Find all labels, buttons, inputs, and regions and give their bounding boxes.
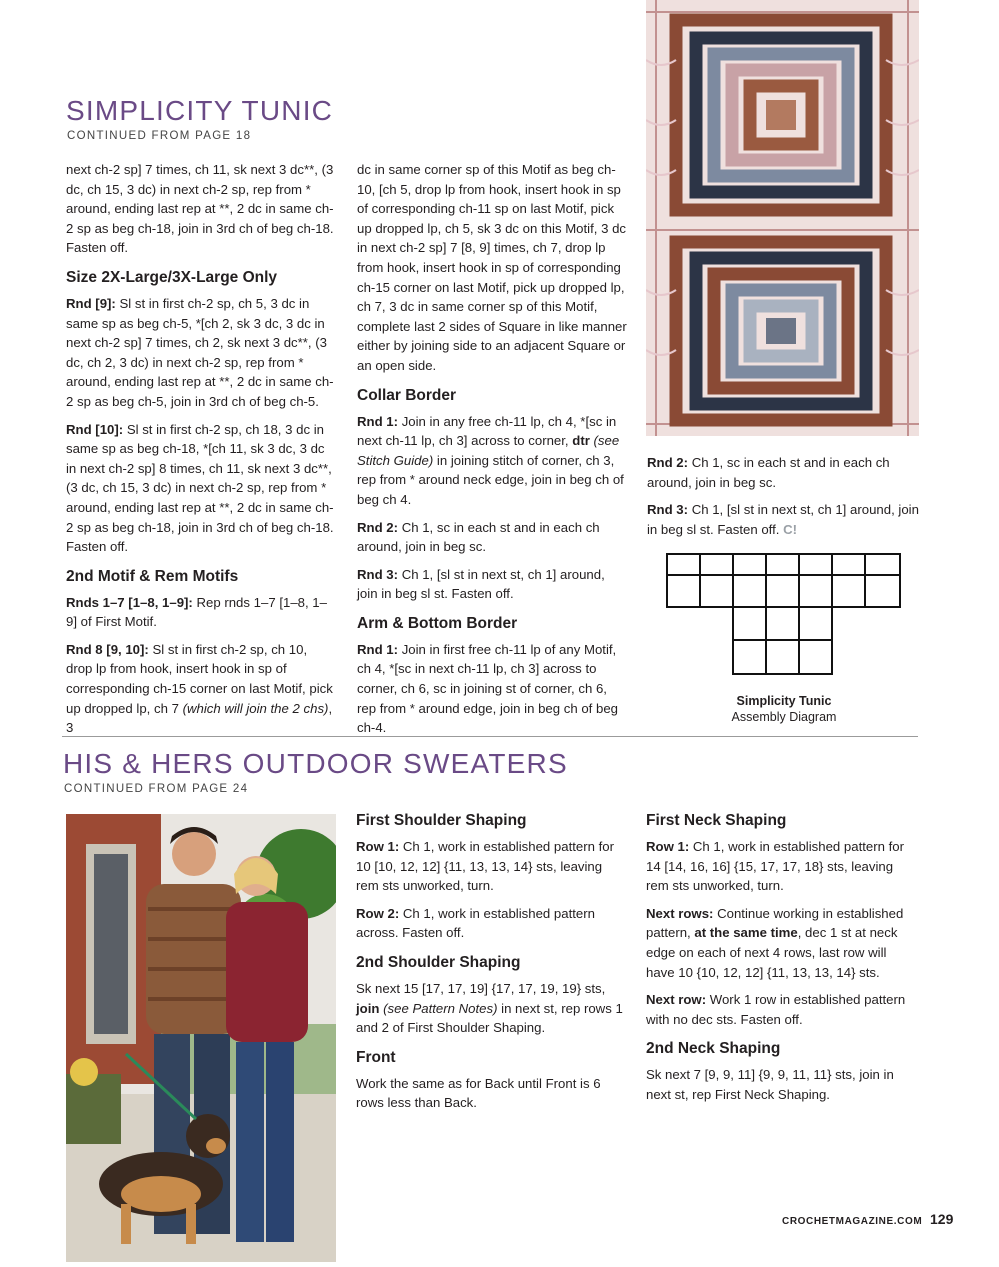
paragraph: next ch-2 sp] 7 times, ch 11, sk next 3 dc**, (3 dc, ch 15, 3 dc) in next ch-2 sp, rep from * around, ending last rep at **, 2 dc in same ch-2 sp as beg ch-18, join in 3rd ch of beg ch-18. Fasten off.: [66, 162, 334, 256]
instruction-bold: at the same time: [694, 925, 798, 941]
instruction-label: Rnd [9]:: [66, 295, 116, 311]
instruction-text: Sl st in first ch-2 sp, ch 18, 3 dc in same sp as beg ch-18, *[ch 11, sk 3 dc, 3 dc in next ch-2 sp] 8 times, ch 11, sk next 3 dc**, (3 dc, ch 15, 3 dc) in next ch-2 sp, rep from * around, ending last rep at **, 2 dc in same ch-2 sp as beg ch-18, join in 3rd ch of beg ch-18. Fasten off.: [66, 421, 334, 555]
paragraph: [646, 904, 918, 982]
instruction-text: Sk next 15 [17, 17, 19] {17, 17, 19, 19} sts,: [356, 980, 606, 996]
instruction-text: Ch 1, work in established pattern across. Fasten off.: [356, 905, 595, 941]
diagram-square: [666, 574, 701, 608]
instruction-bold: join: [356, 1000, 380, 1016]
instruction-text: in joining stitch of corner, ch 3, rep from * around neck edge, join in beg ch of beg ch 4.: [357, 452, 624, 507]
diagram-square: [831, 574, 866, 608]
section-heading: Arm & Bottom Border: [357, 614, 518, 632]
diagram-caption: [666, 693, 902, 725]
instruction-label: Rnd 3:: [647, 502, 689, 518]
paragraph: dc in same corner sp of this Motif as beg ch-10, [ch 5, drop lp from hook, insert hook in sp of corresponding ch-11 sp on last Motif, pick up dropped lp, ch 5, sk 3 dc on this Motif, 3 dc in next ch-2 sp] 7 [8, 9] times, ch 7, drop lp from hook, insert hook in sp of corresponding ch-15 corner on last Motif, pick up dropped lp, ch 7, 3 dc in same corner sp of this Motif, complete last 2 sides of Square in like manner either by joining side to an adjacent Square or an open side.: [357, 162, 627, 373]
paragraph: [357, 565, 627, 604]
instruction-label: Rnd 3:: [357, 566, 399, 582]
instruction-text: , 3: [66, 700, 333, 736]
section-heading: 2nd Motif & Rem Motifs: [66, 567, 239, 585]
diagram-square: [798, 553, 833, 576]
diagram-square: [831, 553, 866, 576]
paragraph: [356, 979, 628, 1038]
assembly-diagram: [666, 553, 904, 677]
instruction-text: Ch 1, [sl st in next st, ch 1] around, join in beg sl st. Fasten off.: [647, 502, 919, 537]
diagram-square: [798, 574, 833, 608]
instruction-label: Rnd [10]:: [66, 421, 124, 437]
magazine-end-mark: C!: [783, 521, 798, 537]
instruction-label: Next row:: [646, 992, 707, 1008]
paragraph: [66, 420, 336, 557]
paragraph: Sk next 7 [9, 9, 11] {9, 9, 11, 11} sts, join in next st, rep First Neck Shaping.: [646, 1067, 894, 1102]
instruction-text: Sl st in first ch-2 sp, ch 10, drop lp from hook, insert hook in sp of corresponding ch-15 corner on last Motif, pick up dropped lp, ch 7: [66, 641, 333, 716]
diagram-caption-subtitle: Assembly Diagram: [731, 710, 837, 724]
section-heading: First Neck Shaping: [646, 812, 787, 829]
diagram-square: [765, 574, 800, 608]
paragraph: [357, 518, 627, 557]
instruction-italic: (see Stitch Guide): [357, 433, 620, 468]
tunic-continued-note: CONTINUED FROM PAGE 18: [67, 130, 252, 142]
instruction-text: Join in any free ch-11 lp, ch 4, *[sc in next ch-11 lp, ch 3] across to corner,: [357, 413, 617, 449]
sweaters-column-3: [646, 811, 918, 1113]
sweaters-column-2: [356, 811, 628, 1121]
diagram-square: [765, 553, 800, 576]
instruction-italic: (which will join the 2 chs): [182, 700, 329, 716]
diagram-square: [765, 639, 800, 675]
instruction-label: Next rows:: [646, 905, 714, 921]
tunic-column-1: [66, 160, 336, 746]
diagram-square: [732, 574, 767, 608]
paragraph: [646, 990, 918, 1029]
instruction-label: Row 2:: [356, 905, 400, 921]
diagram-square: [864, 553, 901, 576]
section-divider: [62, 736, 918, 737]
diagram-square: [732, 553, 767, 576]
paragraph: [356, 837, 628, 896]
instruction-label: Rnd 2:: [647, 455, 689, 470]
sweaters-continued-note: CONTINUED FROM PAGE 24: [64, 783, 249, 795]
instruction-label: Rnd 8 [9, 10]:: [66, 641, 149, 657]
diagram-square: [732, 639, 767, 675]
tunic-column-2: [357, 160, 627, 746]
diagram-square: [798, 639, 833, 675]
paragraph: [647, 453, 922, 492]
diagram-square: [699, 553, 734, 576]
crochet-motif-photo: [646, 0, 919, 436]
instruction-text: , dec 1 st at neck edge on each of next 4 rows, last row will have 10 {10, 12, 12] {11, 13, 13, 14} sts.: [646, 925, 898, 980]
instruction-text: Ch 1, sc in each st and in each ch around, join in beg sc.: [357, 519, 600, 555]
instruction-italic: (see Pattern Notes): [383, 1000, 498, 1016]
section-heading: Size 2X-Large/3X-Large Only: [66, 268, 278, 286]
instruction-text: in next st, rep rows 1 and 2 of First Shoulder Shaping.: [356, 1000, 623, 1036]
tunic-section-title: SIMPLICITY TUNIC: [66, 95, 334, 126]
diagram-square: [798, 606, 833, 641]
diagram-square: [864, 574, 901, 608]
page-number: 129: [930, 1211, 954, 1227]
tunic-column-3: [647, 453, 922, 547]
instruction-text: Continue working in established pattern,: [646, 905, 904, 941]
instruction-label: Row 1:: [356, 839, 400, 854]
paragraph: [646, 837, 918, 896]
sweaters-model-photo: [66, 814, 336, 1262]
instruction-text: Ch 1, work in established pattern for 10 [10, 12, 12] {11, 13, 13, 14} sts, leaving rem sts unworked, turn.: [356, 839, 615, 894]
paragraph: [66, 294, 336, 412]
instruction-label: Rnd 2:: [357, 519, 399, 535]
instruction-text: Join in first free ch-11 lp of any Motif, ch 4, *[sc in next ch-11 lp, ch 3] across to corner, ch 6, sc in joining st of corner, ch 6, rep from * around edge, join in beg ch of beg ch-4.: [357, 641, 618, 736]
section-heading: 2nd Shoulder Shaping: [356, 953, 521, 971]
sweaters-section-title: HIS & HERS OUTDOOR SWEATERS: [63, 748, 568, 779]
section-heading: Collar Border: [357, 386, 457, 404]
instruction-bold: dtr: [572, 433, 590, 449]
instruction-text: Ch 1, sc in each st and in each ch around, join in beg sc.: [647, 455, 890, 490]
section-heading: Front: [356, 1048, 396, 1066]
instruction-text: Work 1 row in established pattern with no dec sts. Fasten off.: [646, 992, 906, 1027]
paragraph: [66, 640, 336, 738]
instruction-label: Rnd 1:: [357, 641, 399, 657]
section-heading: First Shoulder Shaping: [356, 812, 527, 829]
diagram-square: [732, 606, 767, 641]
paragraph: Work the same as for Back until Front is 6 rows less than Back.: [356, 1075, 601, 1111]
instruction-label: Rnds 1–7 [1–8, 1–9]:: [66, 594, 193, 610]
diagram-square: [765, 606, 800, 641]
instruction-label: Row 1:: [646, 839, 690, 854]
instruction-text: Ch 1, work in established pattern for 14 [14, 16, 16] {15, 17, 17, 18} sts, leaving rem sts unworked, turn.: [646, 839, 905, 894]
paragraph: [356, 904, 628, 943]
paragraph: [357, 412, 627, 510]
diagram-square: [666, 553, 701, 576]
paragraph: [357, 640, 627, 738]
paragraph: [647, 500, 922, 539]
paragraph: [66, 593, 336, 632]
instruction-label: Rnd 1:: [357, 413, 399, 429]
instruction-text: Ch 1, [sl st in next st, ch 1] around, join in beg sl st. Fasten off.: [357, 566, 605, 602]
instruction-text: Rep rnds 1–7 [1–8, 1–9] of First Motif.: [66, 594, 327, 630]
diagram-caption-title: Simplicity Tunic: [736, 694, 832, 708]
instruction-text: Sl st in first ch-2 sp, ch 5, 3 dc in same sp as beg ch-5, *[ch 2, sk 3 dc, 3 dc in next ch-2 sp] 7 times, ch 2, sk next 3 dc**, (3 dc, ch 2, 3 dc) in next ch-2 sp, rep from * around, ending last rep at **, 2 dc in same ch-2 sp as beg ch-5, join in 3rd ch of beg ch-5.: [66, 295, 334, 409]
footer-site-url: CROCHETMAGAZINE.COM: [782, 1216, 923, 1227]
diagram-square: [699, 574, 734, 608]
section-heading: 2nd Neck Shaping: [646, 1040, 781, 1058]
